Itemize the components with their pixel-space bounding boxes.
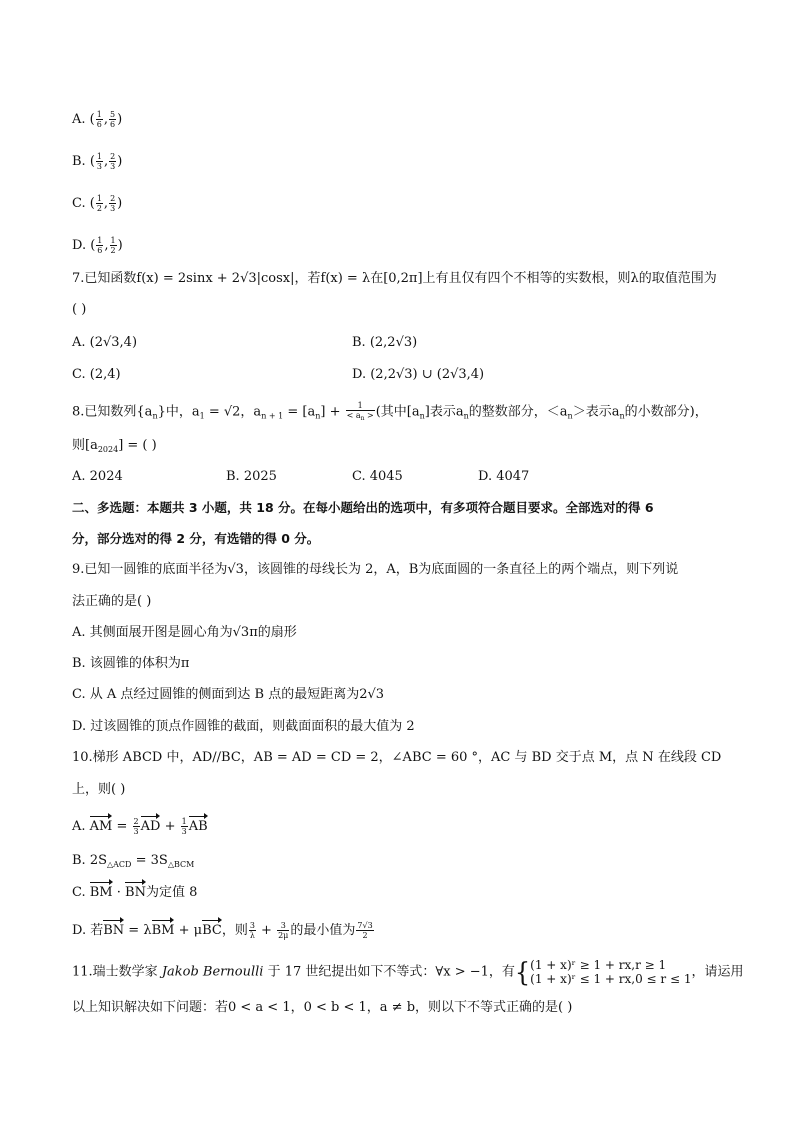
q6-option-a: A. ( $\frac{1}{6}$ , $\frac{5}{6}$ ) (72, 110, 123, 129)
q8-stem-cont (72, 437, 157, 459)
fraction-denominator: λ (249, 931, 255, 940)
subscript: n + 1 (261, 411, 284, 421)
q10-option-b (72, 852, 194, 874)
q9-option-d: D. 过该圆锥的顶点作圆锥的截面，则截面面积的最大值为 2 (72, 719, 415, 734)
q9-stem: 9.已知一圆锥的底面半径为√3，该圆锥的母线长为 2，A，B为底面圆的一条直径上的两个端点，则下列说 (72, 562, 679, 577)
fraction-numerator: 5 (109, 110, 116, 119)
fraction-denominator: 2 (110, 246, 116, 255)
text: · (112, 885, 126, 900)
text: ] = ( ) (118, 438, 157, 453)
subscript: n (419, 411, 425, 421)
vector: BN (103, 923, 125, 938)
q9-option-a: A. 其侧面展开图是圆心角为√3π的扇形 (72, 625, 297, 640)
fraction-numerator: 1 (346, 401, 375, 411)
fraction-denominator (346, 411, 375, 423)
person-name: Jakob Bernoulli (161, 964, 264, 980)
subscript: 1 (199, 411, 205, 421)
text: 11.瑞士数学家 (72, 964, 162, 980)
fraction (249, 921, 256, 940)
q10-option-d (72, 921, 375, 940)
subscript: n (463, 411, 469, 421)
fraction-denominator: 3 (181, 827, 187, 836)
q11-stem-cont: 以上知识解决如下问题：若0 < a < 1，0 < b < 1，a ≠ b，则以下不等式正确的是( ) (72, 1000, 573, 1015)
text: = √2，a (204, 404, 262, 420)
fraction (96, 194, 103, 213)
fraction-numerator: 2 (110, 152, 116, 161)
subscript: n (360, 415, 365, 422)
vector: AD (140, 819, 161, 834)
section-header: 二、多选题：本题共 3 小题，共 18 分。在每小题给出的选项中，有多项符合题目要求。全部选对的得 6 (72, 500, 654, 515)
vector: BM (151, 923, 175, 938)
option-label: B. ( (72, 154, 95, 169)
fraction-denominator: 6 (96, 120, 102, 129)
q10-option-a (72, 817, 208, 836)
text: = (112, 819, 132, 834)
text: + (256, 923, 277, 938)
fraction (96, 110, 103, 129)
fraction-numerator: 1 (96, 110, 102, 119)
text: + (160, 819, 180, 834)
fraction (181, 817, 188, 836)
fraction (346, 401, 375, 423)
text: 则[a (72, 438, 98, 453)
subscript: n (152, 411, 158, 421)
option-label: A. (72, 819, 90, 834)
text: > (364, 411, 374, 420)
fraction-numerator: 1 (97, 236, 103, 245)
fraction-denominator: 2μ (278, 931, 289, 940)
q11-stem (72, 958, 744, 986)
q9-stem-cont: 法正确的是( ) (72, 594, 152, 609)
option-label: C. ( (72, 196, 95, 211)
text: ＞表示a (572, 404, 620, 420)
fraction (133, 817, 140, 836)
text: ] + (320, 404, 345, 420)
q10-option-c (72, 884, 197, 902)
option-label: A. ( (72, 112, 95, 127)
paren-close: ) (117, 238, 123, 253)
vector: BC (202, 923, 222, 938)
cases (530, 958, 691, 986)
subscript: n (567, 411, 573, 421)
brace-icon: { (514, 956, 531, 988)
q10-stem: 10.梯形 ABCD 中，AD//BC，AB = AD = CD = 2，∠ABC = 60 °，AC 与 BD 交于点 M，点 N 在线段 CD (72, 750, 722, 765)
q7-answer-blank: ( ) (72, 302, 87, 317)
q7-option-d: D. (2,2√3) ∪ (2√3,4) (352, 367, 485, 382)
q6-option-c: C. ( $\frac{1}{2}$ , $\frac{2}{3}$ ) (72, 194, 123, 213)
text: B. 2S (72, 853, 107, 868)
q8-option-b: B. 2025 (226, 469, 277, 484)
option-label: D. 若 (72, 923, 104, 938)
text: 的整数部分，＜a (468, 404, 568, 420)
paren-close: ) (117, 112, 123, 127)
text: ，则 (221, 923, 248, 938)
q8-option-d: D. 4047 (478, 469, 530, 484)
fraction-numerator: 1 (96, 152, 102, 161)
text: < a (346, 411, 361, 420)
option-label: C. (72, 885, 90, 900)
subscript: △BCM (167, 860, 195, 869)
fraction-denominator: 3 (133, 827, 139, 836)
text: 为定值 8 (145, 885, 198, 900)
text: ]表示a (424, 404, 464, 420)
fraction-numerator: 7√3 (357, 921, 373, 930)
text: 的小数部分)， (624, 404, 708, 420)
fraction-denominator: 6 (109, 120, 116, 129)
text: 的最小值为 (290, 923, 356, 938)
fraction (109, 194, 116, 213)
vector: BM (89, 885, 113, 900)
fraction-numerator: 2 (133, 817, 139, 826)
fraction (277, 921, 289, 940)
paren-close: ) (117, 154, 123, 169)
fraction (96, 152, 103, 171)
q8-stem (72, 401, 708, 426)
q9-option-c: C. 从 A 点经过圆锥的侧面到达 B 点的最短距离为2√3 (72, 687, 385, 702)
section-header-cont: 分，部分选对的得 2 分，有选错的得 0 分。 (72, 531, 320, 546)
q6-option-d: D. ( $\frac{1}{6}$ , $\frac{1}{2}$ ) (72, 236, 123, 255)
text: = [a (283, 404, 316, 420)
text: = 3S (131, 853, 168, 868)
subscript: △ACD (107, 860, 132, 869)
fraction (109, 152, 116, 171)
text: (其中[a (375, 404, 420, 420)
vector: AM (89, 819, 113, 834)
q7-option-a: A. (2√3,4) (72, 335, 138, 350)
subscript: n (619, 411, 625, 421)
fraction-denominator: 3 (96, 162, 102, 171)
vector: BN (125, 885, 146, 900)
fraction-numerator: 1 (96, 194, 102, 203)
fraction-numerator: 1 (110, 236, 116, 245)
option-label: D. ( (72, 238, 96, 253)
subscript: 2024 (97, 445, 119, 454)
paren-close: ) (117, 196, 123, 211)
fraction-denominator: 2 (362, 931, 368, 940)
q7-option-b: B. (2,2√3) (352, 335, 418, 350)
fraction-denominator: 2 (96, 204, 102, 213)
fraction-denominator: 6 (97, 246, 103, 255)
q10-stem-cont: 上，则( ) (72, 782, 126, 797)
text: 于 17 世纪提出如下不等式：∀x > −1，有 (263, 964, 515, 980)
vector: AB (188, 819, 208, 834)
q8-option-a: A. 2024 (72, 469, 123, 484)
text: }中，a (157, 404, 200, 420)
fraction-numerator: 3 (249, 921, 255, 930)
fraction (110, 236, 117, 255)
text: ，请运用 (691, 964, 744, 980)
case-line: (1 + x)ʳ ≤ 1 + rx,0 ≤ r ≤ 1 (530, 972, 692, 986)
case-line: (1 + x)ʳ ≥ 1 + rx,r ≥ 1 (530, 958, 667, 972)
q9-option-b: B. 该圆锥的体积为π (72, 656, 190, 671)
fraction (96, 236, 103, 255)
fraction (109, 110, 116, 129)
fraction-denominator: 3 (110, 204, 116, 213)
text: + μ (174, 923, 203, 938)
text: 8.已知数列{a (72, 404, 153, 420)
fraction-denominator: 3 (110, 162, 116, 171)
q8-option-c: C. 4045 (352, 469, 403, 484)
fraction-numerator: 2 (110, 194, 116, 203)
q6-option-b: B. ( $\frac{1}{3}$ , $\frac{2}{3}$ ) (72, 152, 123, 171)
fraction (356, 921, 373, 940)
subscript: n (315, 411, 321, 421)
q7-option-c: C. (2,4) (72, 367, 121, 382)
text: = λ (124, 923, 152, 938)
fraction-numerator: 1 (181, 817, 187, 826)
q7-stem: 7.已知函数f(x) = 2sinx + 2√3|cosx|，若f(x) = λ在[0,2π]上有且仅有四个不相等的实数根，则λ的取值范围为 (72, 271, 717, 286)
fraction-numerator: 3 (277, 921, 289, 931)
